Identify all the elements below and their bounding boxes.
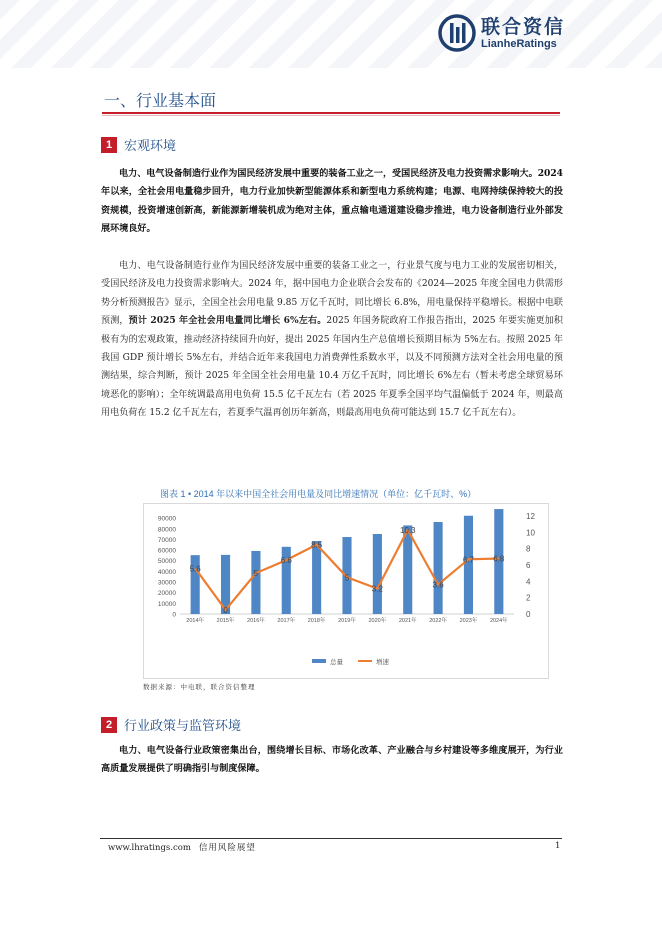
lianhe-logo-icon (438, 14, 476, 52)
x-tick-label: 2014年 (186, 618, 205, 624)
subsection-label: 行业政策与监管环境 (124, 719, 242, 734)
y-left-tick-label: 10000 (157, 600, 176, 608)
growth-data-label: 5 (344, 573, 350, 583)
logo-english-name: LianheRatings (481, 37, 557, 50)
y-left-tick-label: 80000 (157, 526, 176, 534)
x-tick-label: 2018年 (307, 618, 326, 624)
growth-data-label: 5.6 (189, 564, 201, 574)
y-left-tick-label: 70000 (157, 536, 176, 544)
y-right-tick-label: 10 (526, 528, 535, 538)
bar-total (312, 541, 321, 614)
body-paragraph-1 (101, 257, 563, 423)
y-left-tick-label: 90000 (157, 515, 176, 523)
x-tick-label: 2015年 (216, 618, 235, 624)
subsection-number: 1 (101, 137, 117, 153)
growth-data-label: 8.5 (311, 540, 323, 550)
growth-data-label: 6.8 (493, 554, 505, 564)
y-left-tick-label: 60000 (157, 547, 176, 555)
x-tick-label: 2017年 (277, 618, 296, 624)
data-source-note: 数据来源：中电联，联合资信整理 (143, 683, 256, 691)
legend-label-total: 总量 (330, 659, 343, 666)
bar-total (373, 534, 382, 614)
x-tick-label: 2022年 (429, 618, 447, 624)
company-logo (438, 14, 565, 52)
growth-data-label: 6.7 (462, 555, 475, 565)
subsection-heading-1 (101, 135, 176, 154)
legend-swatch-total (312, 659, 326, 663)
footer-left (108, 841, 256, 853)
bar-total (403, 525, 412, 614)
growth-data-label: 5 (253, 569, 259, 579)
subsection-heading-2 (101, 715, 241, 734)
subsection-number: 2 (101, 717, 117, 733)
x-tick-label: 2019年 (338, 618, 356, 624)
y-left-tick-label: 30000 (157, 579, 176, 587)
logo-chinese-name: 联合资信 (481, 15, 566, 38)
section-title: 一、行业基本面 (104, 91, 217, 110)
subsection-label: 宏观环境 (124, 139, 177, 154)
page-number: 1 (555, 841, 561, 851)
footer-motto: 信用风险展望 (198, 843, 256, 853)
y-right-tick-label: 6 (526, 561, 531, 570)
growth-data-label: 10.3 (399, 525, 416, 535)
x-tick-label: 2023年 (459, 618, 478, 624)
growth-data-label: 6.6 (280, 556, 292, 566)
y-right-tick-label: 4 (526, 577, 531, 587)
y-right-tick-label: 8 (526, 544, 531, 554)
x-tick-label: 2016年 (247, 618, 265, 624)
bar-total (464, 516, 473, 614)
x-tick-label: 2020年 (368, 618, 387, 624)
x-tick-label: 2024年 (489, 618, 508, 624)
legend-label-growth: 增速 (376, 659, 389, 666)
x-tick-label: 2021年 (398, 618, 417, 624)
bar-total (434, 522, 443, 614)
bar-total (251, 551, 260, 614)
y-right-tick-label: 0 (526, 610, 531, 619)
figure-caption: 图表 1 • 2014 年以来中国全社会用电量及同比增速情况（单位：亿千瓦时、%） (160, 489, 477, 499)
chart-frame (143, 503, 549, 679)
body-text-emphasis: 预计 2025 年全社会用电量同比增长 6%左右。 (128, 315, 327, 327)
electricity-chart (144, 504, 548, 678)
growth-data-label: 0 (223, 605, 228, 615)
growth-data-label: 3.6 (432, 580, 444, 590)
footer-url[interactable]: www.lhratings.com (108, 843, 191, 853)
section-rule-thin (102, 115, 560, 116)
body-text-part2: 2025 年国务院政府工作报告指出，2025 年要实施更加积极有为的宏观政策，推动经济持续回升向好，提出 2025 年国内生产总值增长预期目标为 5%左右。按照 2025 年我国 GDP 预计增长 5%左右，并结合近年来我国电力消费弹性系数水平，以及不同预测方法对全社会用电量的预测结果，综合判断，预计 2025 年全国全社会用电量 10.4 万亿千瓦时，同比增长 6%左右（暂未考虑全球贸易环境恶化的影响）；全年统调最高用电负荷 15.5 亿千瓦左右（若 2025 年夏季全国平均气温偏低于 2024 年，则最高用电负荷在 15.2 亿千瓦左右，若夏季气温再创历年新高，则最高用电负荷可能达到 15.7 亿千瓦左右）。 (101, 316, 563, 419)
summary-paragraph-1: 电力、电气设备制造行业作为国民经济发展中重要的装备工业之一，受国民经济及电力投资需求影响大。2024 年以来，全社会用电量稳步回升，电力行业加快新型能源体系和新型电力系统构建；电源、电网持续保持较大的投资规模，投资增速创新高，新能源新增装机成为绝对主体，重点输电通道建设稳步推进，电力设备制造行业外部发展环境良好。 (101, 168, 563, 235)
section-rule (102, 112, 560, 114)
body-text-part1: 电力、电气设备制造行业作为国民经济发展中重要的装备工业之一，行业景气度与电力工业的发展密切相关，受国民经济及电力投资需求影响大。2024 年，据中国电力企业联合会发布的《2024—2025 年度全国电力供需形势分析预测报告》显示，全国全社会用电量 9.85 万亿千瓦时，同比增长 6.8%，用电量保持平稳增长。根据中电联预测， (101, 261, 563, 327)
y-left-tick-label: 20000 (157, 590, 176, 598)
footer-rule (100, 838, 562, 839)
y-left-tick-label: 40000 (157, 568, 176, 576)
growth-data-label: 3.2 (371, 584, 383, 594)
y-right-tick-label: 12 (526, 512, 535, 521)
summary-paragraph-2: 电力、电气设备行业政策密集出台，围绕增长目标、市场化改革、产业融合与乡村建设等多维度展开，为行业高质量发展提供了明确指引与制度保障。 (101, 745, 563, 775)
y-left-tick-label: 50000 (157, 558, 176, 566)
y-right-tick-label: 2 (526, 593, 531, 603)
y-left-tick-label: 0 (172, 611, 176, 619)
